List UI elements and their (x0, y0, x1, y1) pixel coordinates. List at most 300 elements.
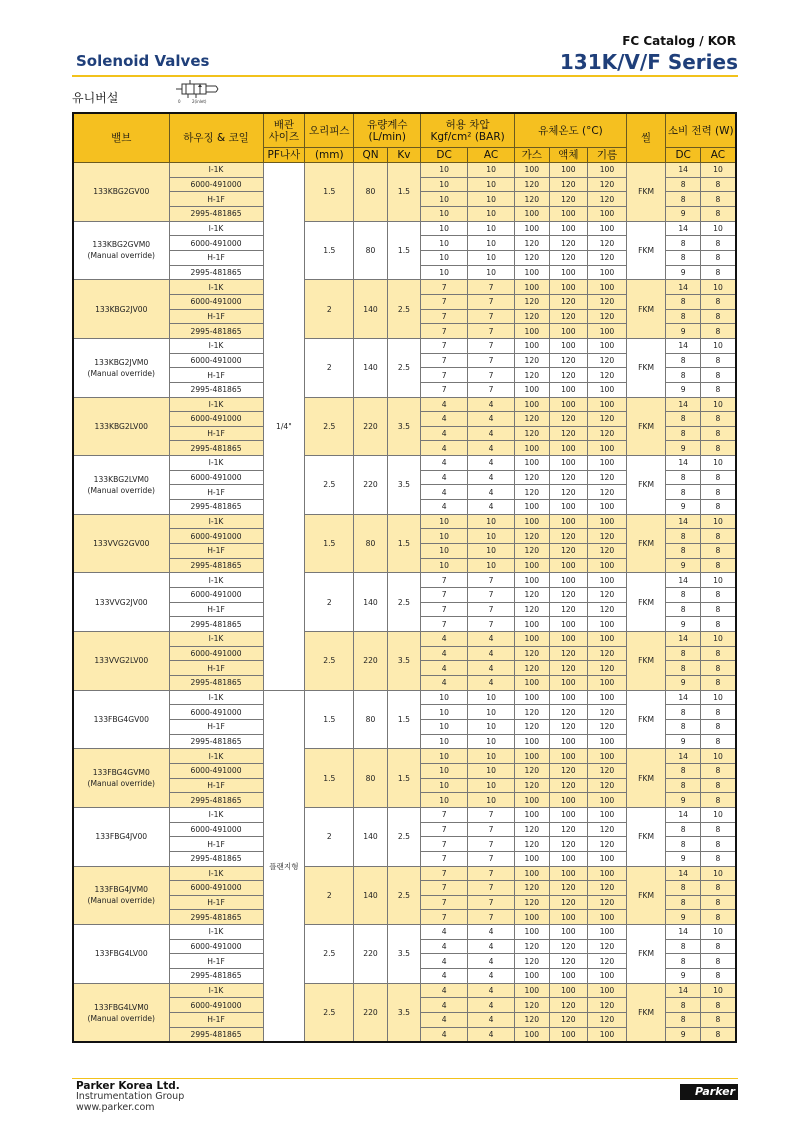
valve-kv: 2.5 (387, 866, 420, 925)
temp-oil: 100 (588, 793, 627, 808)
pressure-dc: 7 (421, 588, 468, 603)
temp-oil: 120 (588, 998, 627, 1013)
temp-liquid: 120 (549, 602, 588, 617)
valve-orifice: 2.5 (305, 983, 354, 1042)
power-dc: 8 (666, 529, 700, 544)
valve-name (73, 514, 169, 573)
seal-material: FKM (626, 807, 666, 866)
temp-gas: 120 (515, 1013, 549, 1028)
pressure-ac: 4 (468, 470, 515, 485)
temp-liquid: 120 (549, 837, 588, 852)
temp-oil: 100 (588, 558, 627, 573)
temp-oil: 100 (588, 925, 627, 940)
power-dc: 9 (666, 675, 700, 690)
valve-model: 133VVG2LV00 (94, 656, 149, 666)
temp-gas: 100 (515, 206, 549, 221)
temp-oil: 100 (588, 397, 627, 412)
pressure-dc: 10 (421, 177, 468, 192)
temp-oil: 100 (588, 632, 627, 647)
pressure-dc: 7 (421, 280, 468, 295)
col-gas: 가스 (515, 148, 549, 163)
table-row (73, 280, 736, 295)
pressure-dc: 4 (421, 954, 468, 969)
pressure-ac: 7 (468, 851, 515, 866)
temp-gas: 100 (515, 793, 549, 808)
pressure-dc: 4 (421, 1013, 468, 1028)
temp-liquid: 100 (549, 573, 588, 588)
power-dc: 14 (666, 807, 700, 822)
valve-orifice: 1.5 (305, 690, 354, 749)
temp-oil: 100 (588, 807, 627, 822)
pressure-ac: 4 (468, 441, 515, 456)
temp-gas: 100 (515, 221, 549, 236)
pressure-dc: 10 (421, 763, 468, 778)
temp-gas: 100 (515, 734, 549, 749)
valve-orifice: 2.5 (305, 632, 354, 691)
temp-liquid: 120 (549, 192, 588, 207)
pressure-ac: 4 (468, 500, 515, 515)
temp-gas: 100 (515, 514, 549, 529)
pressure-dc: 10 (421, 749, 468, 764)
pressure-dc: 10 (421, 793, 468, 808)
pressure-dc: 10 (421, 734, 468, 749)
temp-oil: 120 (588, 895, 627, 910)
temp-oil: 120 (588, 954, 627, 969)
temp-liquid: 100 (549, 617, 588, 632)
temp-gas: 100 (515, 749, 549, 764)
valve-qn: 220 (354, 456, 387, 515)
temp-oil: 120 (588, 294, 627, 309)
valve-qn: 140 (354, 573, 387, 632)
table-row (73, 925, 736, 940)
power-dc: 8 (666, 954, 700, 969)
valve-name (73, 573, 169, 632)
power-dc: 9 (666, 734, 700, 749)
coil-code: 2995-481865 (169, 382, 263, 397)
temp-gas: 120 (515, 309, 549, 324)
pressure-dc: 10 (421, 778, 468, 793)
table-row (73, 807, 736, 822)
temp-liquid: 100 (549, 206, 588, 221)
power-dc: 14 (666, 690, 700, 705)
pressure-dc: 4 (421, 969, 468, 984)
coil-code: 6000-491000 (169, 588, 263, 603)
temp-oil: 120 (588, 719, 627, 734)
valve-kv: 1.5 (387, 221, 420, 280)
catalog-label: FC Catalog / KOR (622, 34, 736, 48)
pressure-ac: 7 (468, 881, 515, 896)
temp-oil: 120 (588, 192, 627, 207)
seal-material: FKM (626, 925, 666, 984)
valve-qn: 220 (354, 397, 387, 456)
power-dc: 9 (666, 617, 700, 632)
coil-code: 2995-481865 (169, 793, 263, 808)
power-ac: 8 (700, 382, 736, 397)
power-dc: 8 (666, 544, 700, 559)
pressure-dc: 4 (421, 456, 468, 471)
power-dc: 8 (666, 353, 700, 368)
power-dc: 8 (666, 309, 700, 324)
temp-oil: 100 (588, 280, 627, 295)
pressure-dc: 7 (421, 353, 468, 368)
pressure-ac: 4 (468, 939, 515, 954)
pressure-ac: 7 (468, 382, 515, 397)
temp-gas: 100 (515, 456, 549, 471)
seal-material: FKM (626, 338, 666, 397)
coil-code: I-1K (169, 163, 263, 178)
temp-oil: 100 (588, 338, 627, 353)
valve-model: 133FBG4GV00 (93, 714, 149, 724)
power-ac: 8 (700, 705, 736, 720)
coil-code: 6000-491000 (169, 353, 263, 368)
table-row (73, 866, 736, 881)
coil-code: H-1F (169, 309, 263, 324)
power-dc: 14 (666, 632, 700, 647)
coil-code: H-1F (169, 895, 263, 910)
pressure-dc: 7 (421, 851, 468, 866)
temp-oil: 120 (588, 470, 627, 485)
power-dc: 14 (666, 866, 700, 881)
power-ac: 10 (700, 573, 736, 588)
valve-qn: 80 (354, 163, 387, 222)
pressure-dc: 4 (421, 998, 468, 1013)
valve-name (73, 925, 169, 984)
valve-note: (Manual override) (87, 896, 155, 906)
temp-oil: 120 (588, 661, 627, 676)
temp-gas: 120 (515, 412, 549, 427)
valve-qn: 220 (354, 925, 387, 984)
power-ac: 8 (700, 1027, 736, 1042)
pressure-ac: 7 (468, 910, 515, 925)
valve-name (73, 280, 169, 339)
pressure-ac: 7 (468, 294, 515, 309)
coil-code: 2995-481865 (169, 910, 263, 925)
pressure-ac: 7 (468, 822, 515, 837)
coil-code: 6000-491000 (169, 412, 263, 427)
power-ac: 8 (700, 617, 736, 632)
power-dc: 9 (666, 382, 700, 397)
pressure-ac: 7 (468, 324, 515, 339)
temp-gas: 120 (515, 177, 549, 192)
pressure-ac: 10 (468, 192, 515, 207)
col-flow: 유량계수 (L/min) (354, 113, 421, 148)
temp-oil: 100 (588, 851, 627, 866)
temp-liquid: 100 (549, 265, 588, 280)
power-dc: 14 (666, 573, 700, 588)
power-ac: 10 (700, 163, 736, 178)
seal-material: FKM (626, 280, 666, 339)
power-dc: 8 (666, 602, 700, 617)
pressure-dc: 4 (421, 1027, 468, 1042)
pressure-ac: 10 (468, 763, 515, 778)
valve-kv: 3.5 (387, 983, 420, 1042)
temp-oil: 120 (588, 588, 627, 603)
valve-model: 133VVG2JV00 (94, 597, 148, 607)
col-power-dc: DC (666, 148, 700, 163)
pressure-dc: 10 (421, 206, 468, 221)
power-dc: 8 (666, 837, 700, 852)
temp-liquid: 120 (549, 250, 588, 265)
valve-kv: 2.5 (387, 338, 420, 397)
temp-gas: 100 (515, 910, 549, 925)
pressure-ac: 4 (468, 954, 515, 969)
valve-name (73, 338, 169, 397)
power-ac: 8 (700, 881, 736, 896)
valve-note: (Manual override) (87, 368, 155, 378)
valve-symbol-icon (172, 80, 224, 104)
temp-liquid: 100 (549, 675, 588, 690)
power-ac: 8 (700, 544, 736, 559)
valve-kv: 3.5 (387, 632, 420, 691)
power-ac: 8 (700, 1013, 736, 1028)
pressure-ac: 4 (468, 983, 515, 998)
valve-kv: 3.5 (387, 925, 420, 984)
valve-kv: 2.5 (387, 573, 420, 632)
valve-table (72, 112, 737, 1043)
pressure-ac: 7 (468, 368, 515, 383)
pressure-dc: 4 (421, 983, 468, 998)
pressure-dc: 10 (421, 558, 468, 573)
temp-oil: 120 (588, 544, 627, 559)
pressure-dc: 7 (421, 866, 468, 881)
temp-oil: 100 (588, 1027, 627, 1042)
pressure-ac: 4 (468, 1013, 515, 1028)
valve-orifice: 2.5 (305, 925, 354, 984)
temp-gas: 120 (515, 939, 549, 954)
temp-oil: 100 (588, 969, 627, 984)
temp-oil: 100 (588, 910, 627, 925)
temp-oil: 120 (588, 353, 627, 368)
valve-kv: 3.5 (387, 397, 420, 456)
temp-gas: 120 (515, 250, 549, 265)
valve-qn: 140 (354, 866, 387, 925)
pressure-ac: 4 (468, 675, 515, 690)
pressure-ac: 4 (468, 1027, 515, 1042)
coil-code: 6000-491000 (169, 294, 263, 309)
power-dc: 9 (666, 558, 700, 573)
temp-liquid: 120 (549, 954, 588, 969)
temp-gas: 100 (515, 324, 549, 339)
svg-text:0: 0 (178, 99, 181, 104)
temp-liquid: 100 (549, 866, 588, 881)
coil-code: 2995-481865 (169, 851, 263, 866)
temp-gas: 100 (515, 338, 549, 353)
temp-liquid: 120 (549, 485, 588, 500)
power-ac: 8 (700, 778, 736, 793)
power-dc: 14 (666, 221, 700, 236)
temp-liquid: 120 (549, 705, 588, 720)
coil-code: 6000-491000 (169, 705, 263, 720)
power-ac: 8 (700, 837, 736, 852)
pressure-dc: 7 (421, 324, 468, 339)
power-dc: 8 (666, 998, 700, 1013)
temp-oil: 120 (588, 236, 627, 251)
power-dc: 8 (666, 368, 700, 383)
power-ac: 10 (700, 749, 736, 764)
valve-kv: 1.5 (387, 514, 420, 573)
temp-oil: 120 (588, 837, 627, 852)
power-dc: 8 (666, 646, 700, 661)
symbol-label: 2(inlet) (192, 99, 207, 104)
temp-oil: 100 (588, 221, 627, 236)
pressure-dc: 10 (421, 544, 468, 559)
temp-oil: 100 (588, 324, 627, 339)
pressure-dc: 7 (421, 617, 468, 632)
pressure-ac: 10 (468, 206, 515, 221)
power-ac: 8 (700, 441, 736, 456)
valve-table-body (73, 163, 736, 1043)
temp-oil: 100 (588, 573, 627, 588)
temp-gas: 120 (515, 588, 549, 603)
coil-code: I-1K (169, 456, 263, 471)
temp-gas: 100 (515, 690, 549, 705)
pressure-ac: 7 (468, 617, 515, 632)
temp-oil: 100 (588, 441, 627, 456)
temp-gas: 120 (515, 470, 549, 485)
pressure-dc: 4 (421, 426, 468, 441)
coil-code: 2995-481865 (169, 441, 263, 456)
temp-gas: 100 (515, 925, 549, 940)
power-dc: 14 (666, 163, 700, 178)
power-ac: 8 (700, 236, 736, 251)
col-pipe-size: 배관 사이즈 (263, 113, 305, 148)
table-row (73, 690, 736, 705)
valve-model: 133FBG4JV00 (95, 832, 148, 842)
temp-liquid: 120 (549, 1013, 588, 1028)
valve-kv: 1.5 (387, 163, 420, 222)
pressure-ac: 4 (468, 998, 515, 1013)
pipe-size: 플랜지형 (263, 690, 305, 1042)
temp-gas: 100 (515, 500, 549, 515)
temp-oil: 120 (588, 529, 627, 544)
temp-liquid: 100 (549, 910, 588, 925)
temp-oil: 100 (588, 866, 627, 881)
table-row (73, 397, 736, 412)
pressure-ac: 7 (468, 602, 515, 617)
power-dc: 8 (666, 177, 700, 192)
power-ac: 8 (700, 412, 736, 427)
power-dc: 8 (666, 426, 700, 441)
pressure-ac: 10 (468, 265, 515, 280)
temp-gas: 120 (515, 778, 549, 793)
footer-url[interactable]: www.parker.com (76, 1102, 155, 1113)
valve-model: 133FBG4LVM0 (93, 1002, 149, 1012)
coil-code: 2995-481865 (169, 558, 263, 573)
table-row (73, 632, 736, 647)
valve-orifice: 1.5 (305, 163, 354, 222)
valve-qn: 80 (354, 690, 387, 749)
power-ac: 8 (700, 368, 736, 383)
temp-liquid: 120 (549, 719, 588, 734)
footer-divider (72, 1078, 738, 1079)
power-ac: 8 (700, 265, 736, 280)
coil-code: I-1K (169, 690, 263, 705)
temp-oil: 120 (588, 778, 627, 793)
seal-material: FKM (626, 397, 666, 456)
coil-code: 2995-481865 (169, 1027, 263, 1042)
power-dc: 9 (666, 265, 700, 280)
valve-table-wrap (72, 112, 737, 1043)
temp-liquid: 100 (549, 163, 588, 178)
temp-gas: 120 (515, 602, 549, 617)
pressure-ac: 10 (468, 529, 515, 544)
power-dc: 14 (666, 338, 700, 353)
power-dc: 14 (666, 280, 700, 295)
power-dc: 8 (666, 763, 700, 778)
power-ac: 8 (700, 998, 736, 1013)
valve-kv: 1.5 (387, 690, 420, 749)
temp-oil: 100 (588, 617, 627, 632)
table-row (73, 573, 736, 588)
temp-gas: 120 (515, 661, 549, 676)
temp-oil: 120 (588, 822, 627, 837)
pressure-dc: 7 (421, 338, 468, 353)
pressure-dc: 7 (421, 910, 468, 925)
temp-gas: 120 (515, 837, 549, 852)
coil-code: H-1F (169, 719, 263, 734)
pressure-dc: 4 (421, 632, 468, 647)
coil-code: 6000-491000 (169, 236, 263, 251)
temp-gas: 120 (515, 368, 549, 383)
power-ac: 8 (700, 719, 736, 734)
pressure-ac: 10 (468, 705, 515, 720)
temp-oil: 120 (588, 705, 627, 720)
coil-code: H-1F (169, 1013, 263, 1028)
pressure-dc: 4 (421, 675, 468, 690)
valve-note: (Manual override) (87, 251, 155, 261)
valve-name (73, 807, 169, 866)
valve-orifice: 2 (305, 807, 354, 866)
coil-code: 2995-481865 (169, 617, 263, 632)
seal-material: FKM (626, 749, 666, 808)
pressure-dc: 10 (421, 514, 468, 529)
coil-code: H-1F (169, 954, 263, 969)
temp-liquid: 100 (549, 983, 588, 998)
valve-kv: 2.5 (387, 807, 420, 866)
temp-oil: 100 (588, 500, 627, 515)
temp-gas: 120 (515, 895, 549, 910)
temp-oil: 120 (588, 602, 627, 617)
temp-liquid: 120 (549, 177, 588, 192)
pressure-ac: 10 (468, 749, 515, 764)
temp-gas: 120 (515, 954, 549, 969)
valve-model: 133FBG4LV00 (94, 949, 148, 959)
power-ac: 10 (700, 632, 736, 647)
temp-liquid: 100 (549, 397, 588, 412)
parker-logo: Parker (680, 1084, 738, 1100)
power-dc: 8 (666, 485, 700, 500)
valve-orifice: 2.5 (305, 456, 354, 515)
power-ac: 10 (700, 690, 736, 705)
pressure-dc: 10 (421, 265, 468, 280)
temp-gas: 120 (515, 544, 549, 559)
temp-gas: 100 (515, 397, 549, 412)
pressure-ac: 7 (468, 338, 515, 353)
power-ac: 8 (700, 294, 736, 309)
table-row (73, 221, 736, 236)
power-dc: 14 (666, 397, 700, 412)
temp-gas: 100 (515, 265, 549, 280)
power-dc: 8 (666, 895, 700, 910)
pressure-ac: 4 (468, 485, 515, 500)
pressure-ac: 4 (468, 397, 515, 412)
temp-liquid: 100 (549, 807, 588, 822)
pressure-dc: 4 (421, 646, 468, 661)
temp-gas: 120 (515, 353, 549, 368)
temp-gas: 100 (515, 675, 549, 690)
pressure-dc: 7 (421, 602, 468, 617)
valve-kv: 3.5 (387, 456, 420, 515)
